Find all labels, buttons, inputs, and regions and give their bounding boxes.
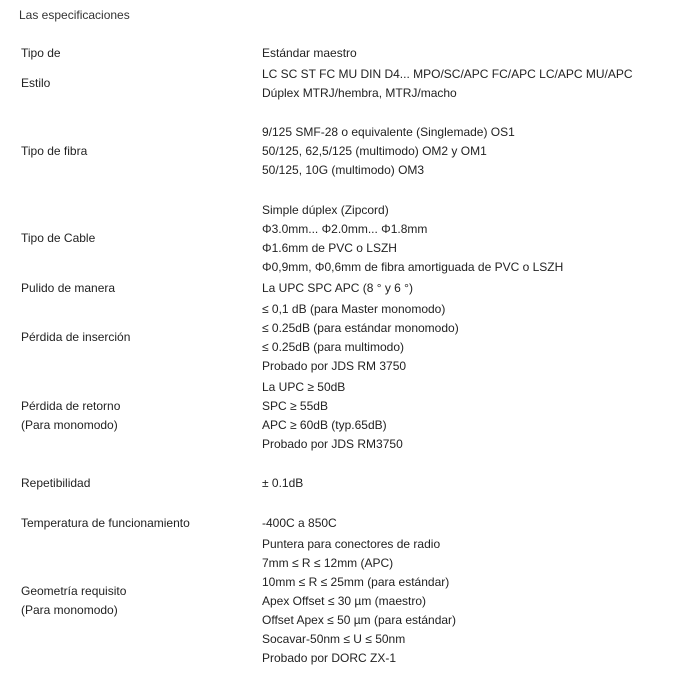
label-line: Temperatura de funcionamiento (21, 516, 190, 530)
value-line: 7mm ≤ R ≤ 12mm (APC) (262, 556, 394, 570)
value-line: Socavar-50nm ≤ U ≤ 50nm (262, 632, 406, 646)
value-line: Probado por JDS RM3750 (262, 437, 403, 451)
spec-label (21, 279, 115, 298)
value-line: LC SC ST FC MU DIN D4... MPO/SC/APC FC/APC LC/APC MU/APC (262, 67, 633, 81)
label-line: (Para monomodo) (21, 603, 118, 617)
value-line: Apex Offset ≤ 30 µm (maestro) (262, 594, 426, 608)
label-line: Pérdida de retorno (21, 399, 121, 413)
spec-value (262, 201, 563, 277)
spec-value (262, 514, 337, 533)
label-line: Tipo de Cable (21, 231, 96, 245)
value-line: ± 0.1dB (262, 476, 304, 490)
label-line: Estilo (21, 76, 51, 90)
label-line: Pulido de manera (21, 281, 116, 295)
spec-label (21, 514, 190, 533)
spec-label (21, 474, 90, 493)
spec-value (262, 378, 403, 454)
label-line: Tipo de (21, 46, 61, 60)
spec-value (262, 300, 459, 376)
spec-label (21, 44, 61, 63)
value-line: 50/125, 62,5/125 (multimodo) OM2 y OM1 (262, 144, 487, 158)
spec-value (262, 279, 413, 298)
spec-label (21, 142, 87, 161)
value-line: Φ0,9mm, Φ0,6mm de fibra amortiguada de PVC o LSZH (262, 260, 564, 274)
value-line: Probado por DORC ZX-1 (262, 651, 397, 665)
value-line: Dúplex MTRJ/hembra, MTRJ/macho (262, 86, 457, 100)
label-line: Pérdida de inserción (21, 330, 131, 344)
label-line: Geometría requisito (21, 584, 127, 598)
spec-label (21, 582, 126, 620)
value-line: Puntera para conectores de radio (262, 537, 441, 551)
label-line: (Para monomodo) (21, 418, 118, 432)
value-line: Simple dúplex (Zipcord) (262, 203, 389, 217)
value-line: -400C a 850C (262, 516, 337, 530)
value-line: 9/125 SMF-28 o equivalente (Singlemade) OS1 (262, 125, 515, 139)
value-line: ≤ 0.25dB (para multimodo) (262, 340, 404, 354)
spec-label (21, 74, 50, 93)
value-line: ≤ 0.25dB (para estándar monomodo) (262, 321, 459, 335)
value-line: La UPC ≥ 50dB (262, 380, 346, 394)
value-line: APC ≥ 60dB (typ.65dB) (262, 418, 387, 432)
value-line: SPC ≥ 55dB (262, 399, 328, 413)
value-line: Φ3.0mm... Φ2.0mm... Φ1.8mm (262, 222, 428, 236)
spec-label (21, 328, 130, 347)
value-line: Probado por JDS RM 3750 (262, 359, 407, 373)
spec-label (21, 229, 95, 248)
value-line: 10mm ≤ R ≤ 25mm (para estándar) (262, 575, 450, 589)
spec-value (262, 44, 357, 63)
value-line: La UPC SPC APC (8 ° y 6 °) (262, 281, 413, 295)
label-line: Tipo de fibra (21, 144, 88, 158)
value-line: ≤ 0,1 dB (para Master monomodo) (262, 302, 446, 316)
value-line: 50/125, 10G (multimodo) OM3 (262, 163, 425, 177)
section-heading: Las especificaciones (19, 8, 130, 22)
value-line: Φ1.6mm de PVC o LSZH (262, 241, 397, 255)
spec-value (262, 474, 303, 493)
spec-value (262, 123, 515, 180)
spec-label (21, 397, 120, 435)
spec-value (262, 65, 633, 103)
value-line: Offset Apex ≤ 50 µm (para estándar) (262, 613, 457, 627)
spec-value (262, 535, 456, 668)
value-line: Estándar maestro (262, 46, 357, 60)
label-line: Repetibilidad (21, 476, 91, 490)
